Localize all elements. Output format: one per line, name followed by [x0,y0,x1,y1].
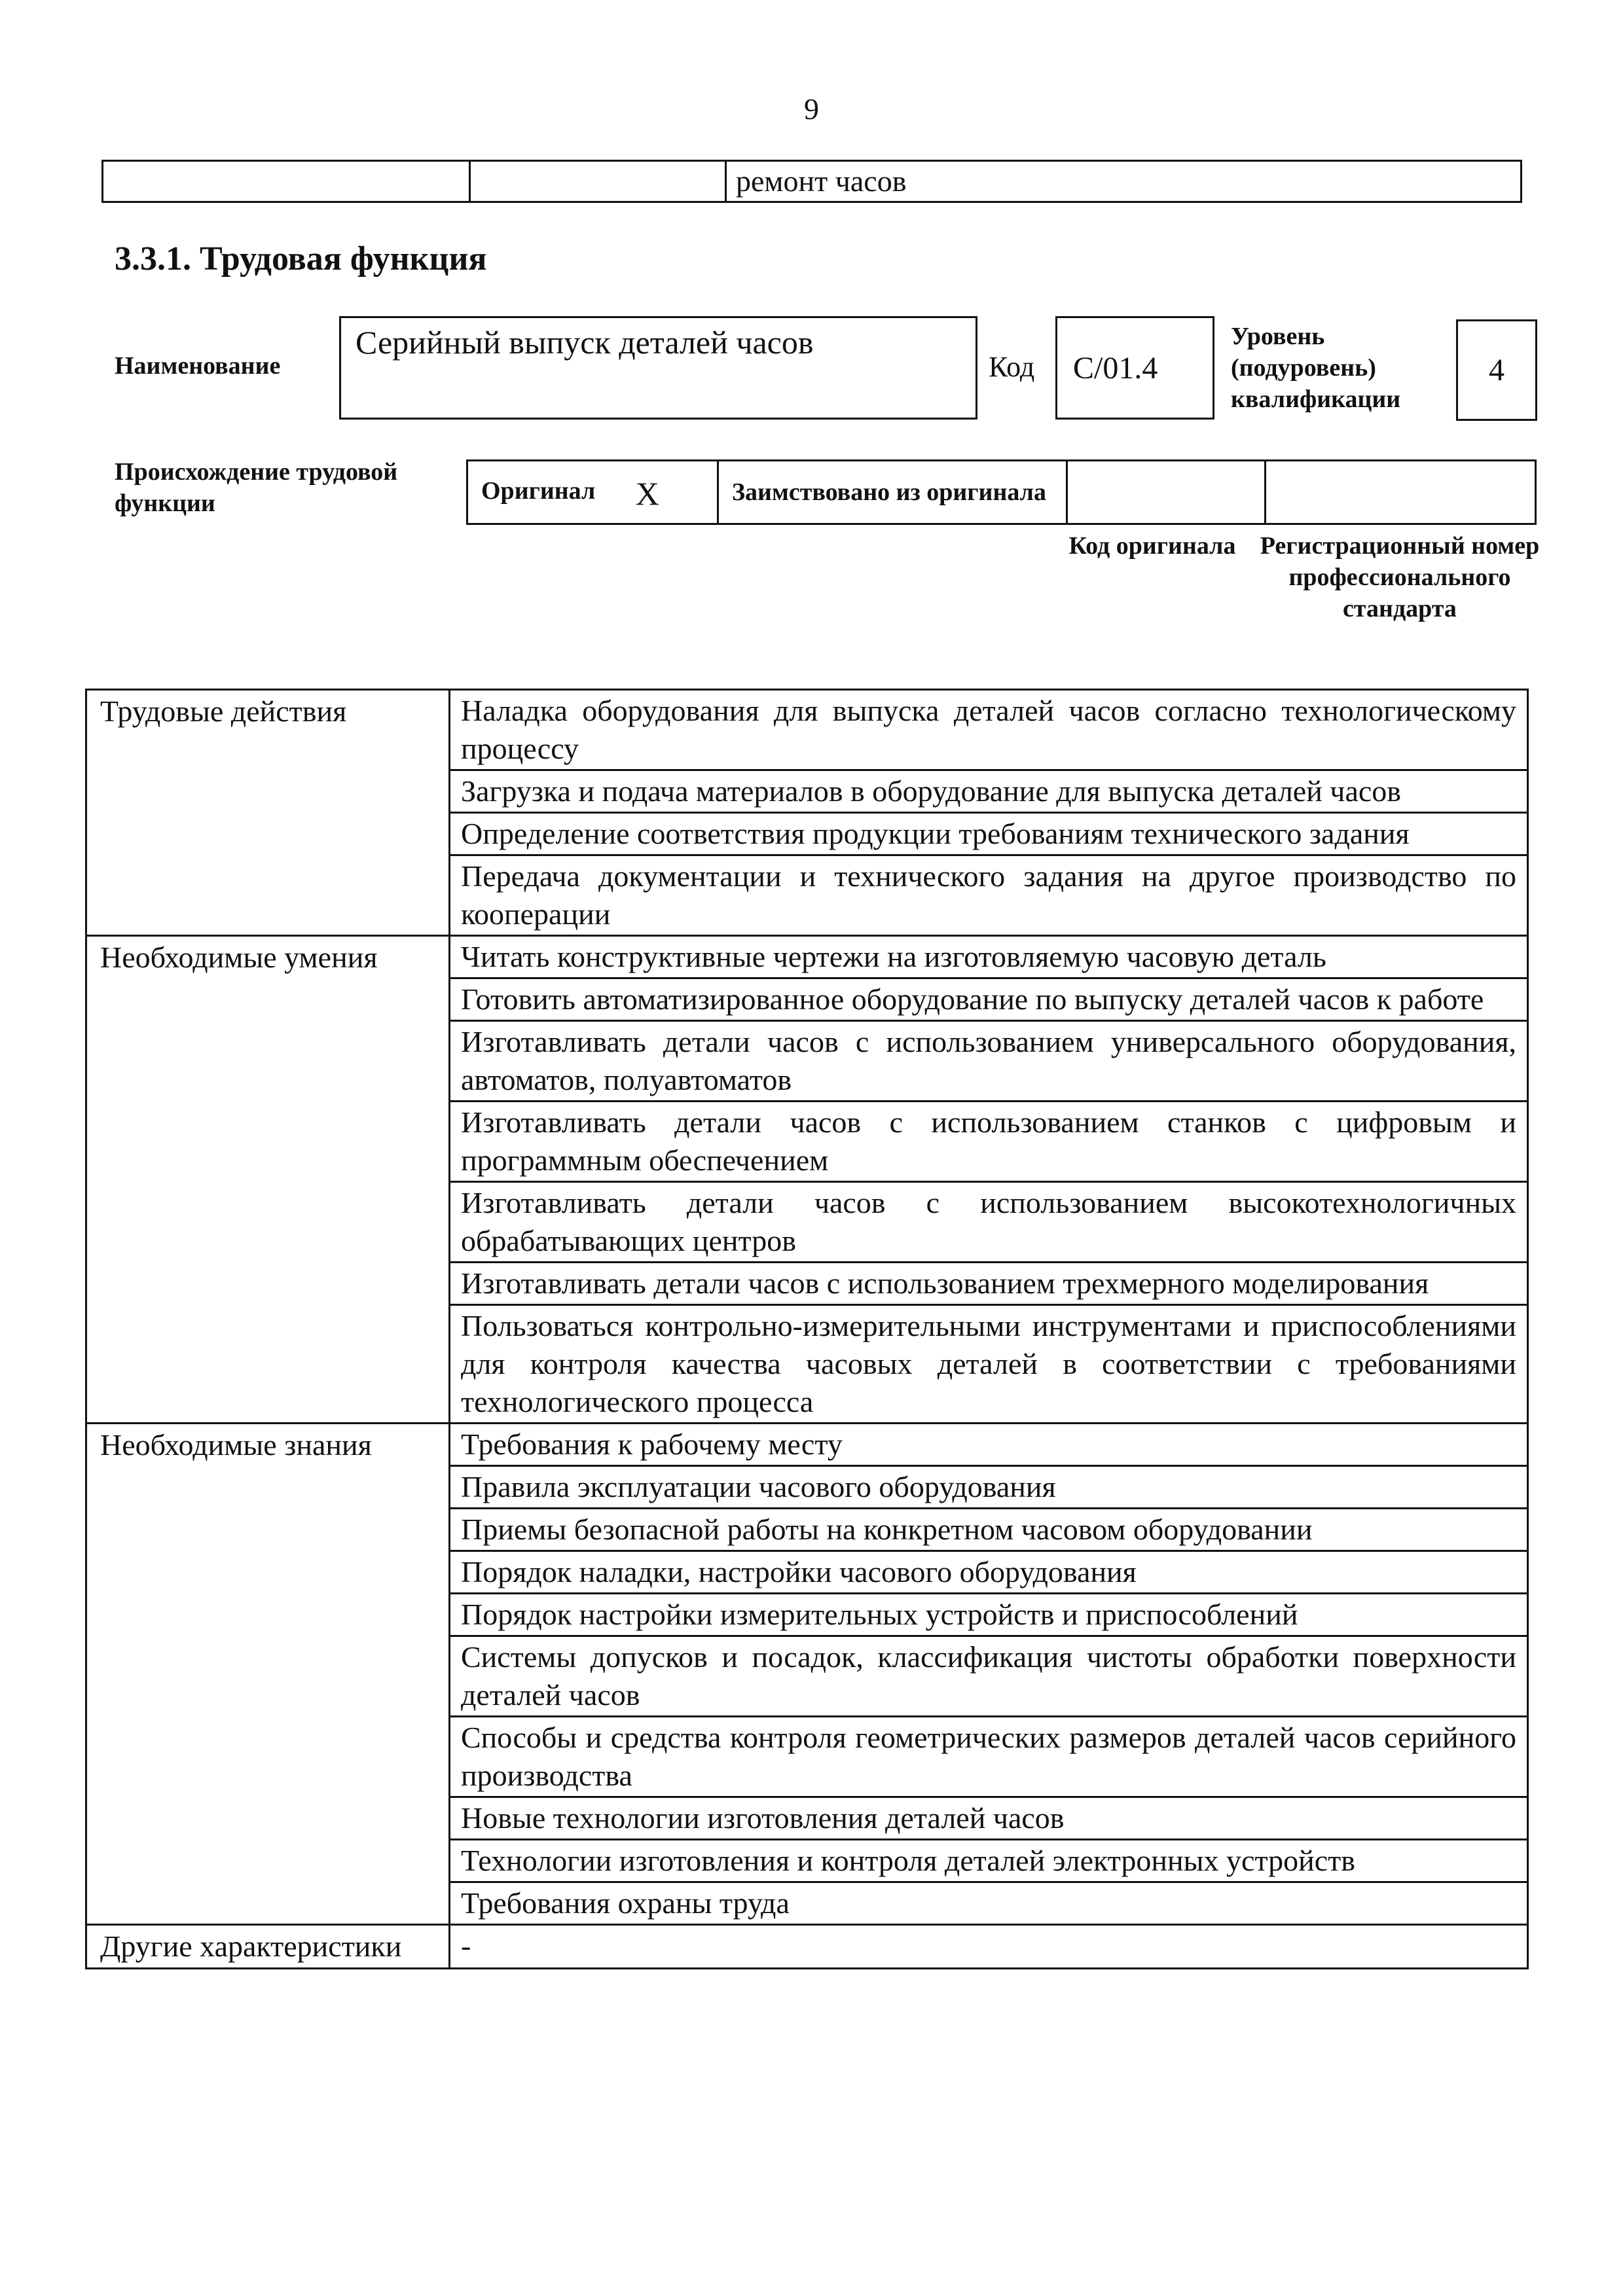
knowledge-item: Новые технологии изготовления деталей часов [450,1797,1528,1840]
table-row [86,1925,1528,1969]
code-value: C/01.4 [1055,316,1214,420]
knowledge-item: Правила эксплуатации часового оборудования [450,1466,1528,1509]
knowledge-item: Требования охраны труда [450,1882,1528,1925]
actions-item: Передача документации и технического задания на другое производство по кооперации [450,855,1528,936]
skills-item: Изготавливать детали часов с использованием высокотехнологичных обрабатывающих центров [450,1182,1528,1263]
continuation-table [101,160,1522,203]
skills-item: Пользоваться контрольно-измерительными инструментами и приспособлениями для контроля качества часовых деталей в соответствии с требованиями технологического процесса [450,1305,1528,1424]
actions-header: Трудовые действия [86,690,450,936]
skills-header: Необходимые умения [86,936,450,1424]
skills-item: Изготавливать детали часов с использованием универсального оборудования, автоматов, полуавтоматов [450,1021,1528,1102]
skills-item: Готовить автоматизированное оборудование по выпуску деталей часов к работе [450,978,1528,1021]
continuation-cell-1 [103,161,470,202]
actions-item: Определение соответствия продукции требованиям технического задания [450,813,1528,855]
knowledge-item: Технологии изготовления и контроля деталей электронных устройств [450,1840,1528,1882]
level-value: 4 [1456,319,1537,421]
regnum-label: Регистрационный номер профессионального стандарта [1260,532,1540,622]
level-label: Уровень (подуровень) квалификации [1231,323,1401,413]
name-value: Серийный выпуск деталей часов [339,316,977,420]
other-header: Другие характеристики [86,1925,450,1969]
origin-borrowed-cell: Заимствовано из оригинала [718,461,1067,524]
knowledge-item: Требования к рабочему месту [450,1424,1528,1466]
origin-original-label: Оригинал [481,477,596,505]
origin-original-mark: X [635,475,659,512]
origin-code-cell [1067,461,1266,524]
table-row [86,1424,1528,1466]
code-original-label: Код оригинала [1068,532,1236,560]
table-row [86,690,1528,770]
actions-item: Наладка оборудования для выпуска деталей часов согласно технологическому процессу [450,690,1528,770]
other-value: - [450,1925,1528,1969]
continuation-cell-2 [470,161,726,202]
origin-label: Происхождение трудовой функции [115,458,398,517]
skills-item: Изготавливать детали часов с использованием станков с цифровым и программным обеспечением [450,1102,1528,1182]
name-label: Наименование [115,352,281,380]
skills-item: Читать конструктивные чертежи на изготовляемую часовую деталь [450,936,1528,978]
section-title: 3.3.1. Трудовая функция [115,240,487,278]
knowledge-item: Приемы безопасной работы на конкретном часовом оборудовании [450,1509,1528,1551]
knowledge-item: Порядок наладки, настройки часового оборудования [450,1551,1528,1594]
actions-item: Загрузка и подача материалов в оборудование для выпуска деталей часов [450,770,1528,813]
table-row [86,936,1528,978]
function-table [85,689,1529,1969]
origin-original-cell [467,461,718,524]
origin-regnum-cell [1266,461,1536,524]
page-number: 9 [804,92,819,126]
knowledge-header: Необходимые знания [86,1424,450,1925]
continuation-cell-3: ремонт часов [726,161,1522,202]
knowledge-item: Способы и средства контроля геометрических размеров деталей часов серийного производства [450,1717,1528,1797]
knowledge-item: Порядок настройки измерительных устройств и приспособлений [450,1594,1528,1636]
knowledge-item: Системы допусков и посадок, классификация чистоты обработки поверхности деталей часов [450,1636,1528,1717]
code-label: Код [989,351,1035,383]
origin-table [466,459,1537,525]
skills-item: Изготавливать детали часов с использованием трехмерного моделирования [450,1263,1528,1305]
